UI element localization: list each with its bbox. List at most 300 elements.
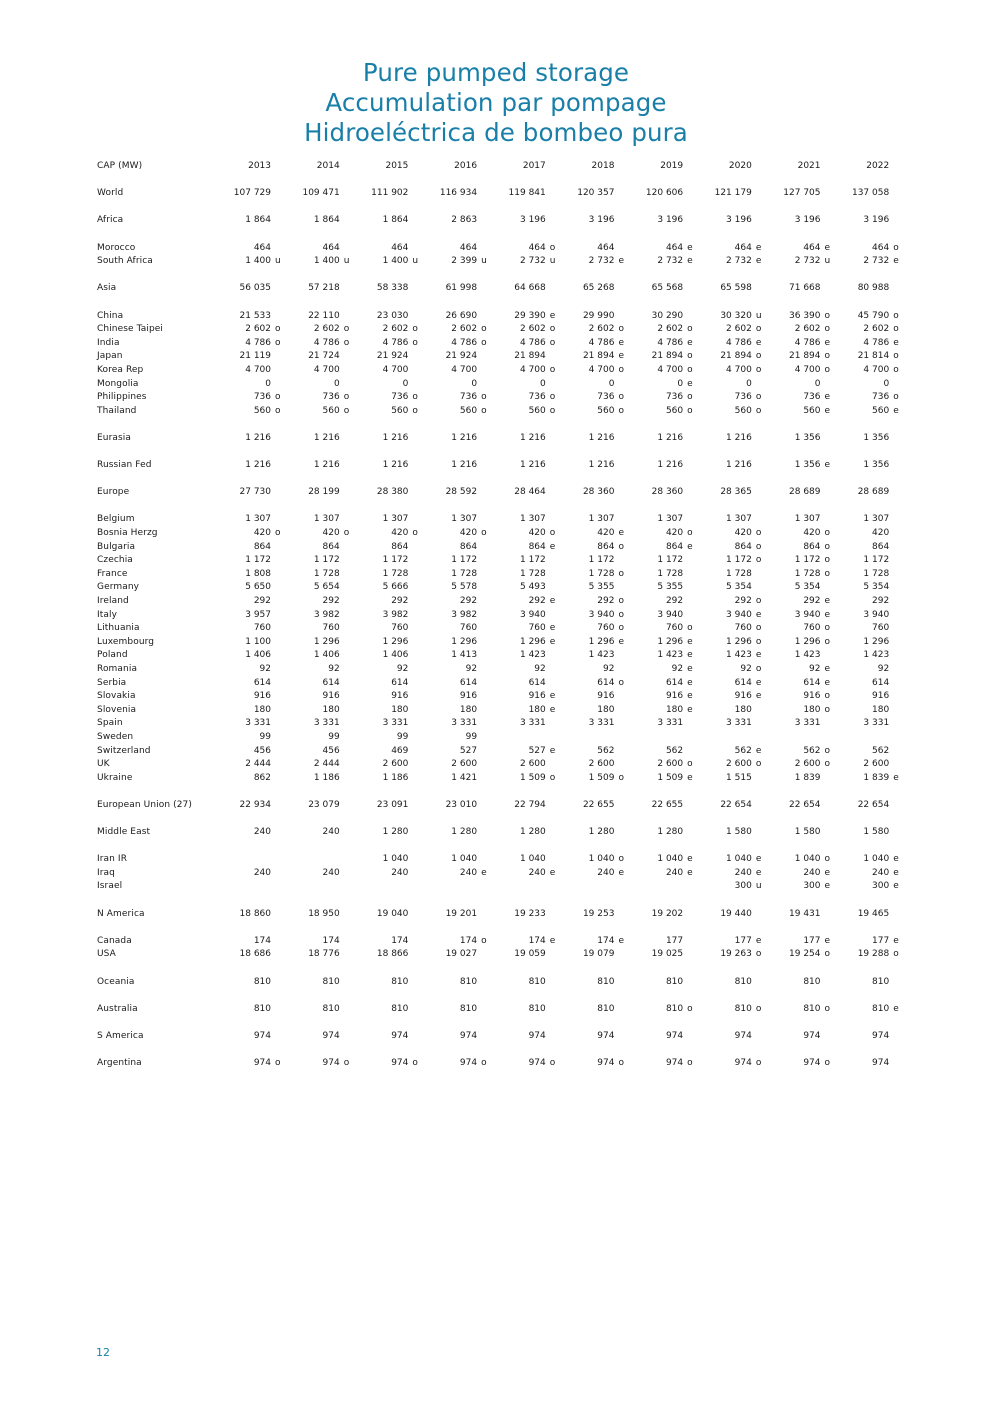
value-cell: 1 413 <box>451 650 478 661</box>
flag-cell: e <box>687 650 693 661</box>
flag-cell <box>614 948 633 962</box>
flag-cell: o <box>824 745 831 756</box>
value-cell: 2 600 <box>519 759 546 770</box>
value-cell: 174 <box>597 935 615 946</box>
table-row <box>97 677 908 691</box>
table-row <box>97 378 908 392</box>
value-cell: 4 786 <box>245 337 271 348</box>
flag-cell <box>546 432 565 446</box>
flag-cell <box>477 486 496 500</box>
flag-cell: o <box>755 663 762 674</box>
value-cell: 1 307 <box>382 514 409 525</box>
value-cell: 2 600 <box>382 759 409 770</box>
flag-cell <box>752 772 771 786</box>
flag-cell <box>477 704 496 718</box>
flag-cell <box>340 581 359 595</box>
flag-cell <box>546 799 565 813</box>
value-cell: 1 307 <box>519 514 546 525</box>
value-cell: 810 <box>803 1003 821 1014</box>
flag-cell <box>271 486 290 500</box>
page-number: 12 <box>96 1346 110 1359</box>
flag-cell <box>271 636 290 650</box>
flag-cell <box>614 1030 633 1044</box>
flag-cell <box>889 595 908 609</box>
flag-cell <box>477 745 496 759</box>
value-cell: 1 296 <box>657 636 684 647</box>
spacer-cell <box>97 840 221 854</box>
value-cell: 92 <box>396 663 409 674</box>
value-cell: 464 <box>665 242 684 253</box>
value-cell: 19 431 <box>789 908 821 919</box>
value-cell: 1 307 <box>451 514 478 525</box>
flag-cell <box>477 432 496 446</box>
flag-cell: o <box>755 596 762 606</box>
flag-cell <box>271 663 290 677</box>
value-cell: 916 <box>528 691 546 702</box>
flag-cell <box>683 554 702 568</box>
value-cell: 29 990 <box>582 310 615 321</box>
flag-cell <box>271 595 290 609</box>
flag-cell: u <box>755 310 762 321</box>
value-cell: 292 <box>734 596 752 606</box>
flag-cell <box>821 649 840 663</box>
value-cell: 974 <box>597 1031 615 1041</box>
value-cell: 1 400 <box>313 256 340 267</box>
flag-cell <box>477 595 496 609</box>
header-spacer <box>821 160 840 174</box>
table-row <box>97 622 908 636</box>
flag-cell <box>614 214 633 228</box>
flag-cell: o <box>687 1003 693 1014</box>
value-cell: 736 <box>597 392 615 403</box>
value-cell: 30 320 <box>720 310 752 321</box>
flag-cell <box>271 609 290 623</box>
flag-cell <box>408 282 427 296</box>
value-cell: 1 172 <box>726 555 752 566</box>
flag-cell <box>752 459 771 473</box>
flag-cell: e <box>618 636 624 647</box>
value-cell: 4 786 <box>382 337 409 348</box>
value-cell: 864 <box>734 541 752 552</box>
value-cell: 810 <box>253 976 271 987</box>
flag-cell <box>340 1003 359 1017</box>
header-row <box>97 160 908 174</box>
value-cell: 1 423 <box>794 650 821 661</box>
row-label: Italy <box>97 609 118 620</box>
flag-cell <box>477 649 496 663</box>
flag-cell <box>340 310 359 324</box>
value-cell: 614 <box>253 677 271 688</box>
value-cell: 810 <box>253 1003 271 1014</box>
row-label: Bulgaria <box>97 541 136 552</box>
flag-cell <box>752 581 771 595</box>
flag-cell <box>821 731 840 745</box>
value-cell <box>290 880 340 894</box>
flag-cell <box>408 717 427 731</box>
flag-cell <box>889 758 908 772</box>
value-cell: 1 216 <box>245 432 271 443</box>
row-label: Australia <box>97 1003 138 1014</box>
row-label: Oceania <box>97 976 135 987</box>
flag-cell <box>546 214 565 228</box>
flag-cell <box>889 541 908 555</box>
flag-cell: e <box>549 704 556 715</box>
value-cell: 4 786 <box>794 337 821 348</box>
spacer-cell <box>97 174 221 188</box>
flag-cell <box>271 976 290 990</box>
spacer-row <box>97 269 908 283</box>
flag-cell <box>408 935 427 949</box>
value-cell: 1 040 <box>794 854 821 865</box>
value-cell: 18 686 <box>239 949 271 960</box>
value-cell: 2 602 <box>657 324 684 335</box>
value-cell: 1 509 <box>657 772 684 783</box>
value-cell: 1 040 <box>588 854 615 865</box>
flag-cell: o <box>549 405 556 416</box>
flag-cell: o <box>824 555 831 566</box>
flag-cell <box>477 350 496 364</box>
value-cell: 1 864 <box>313 215 340 226</box>
flag-cell: o <box>481 324 487 335</box>
value-cell: 120 357 <box>577 188 615 199</box>
value-cell: 916 <box>253 691 271 702</box>
row-label: Eurasia <box>97 432 132 443</box>
table-row <box>97 432 908 446</box>
value-cell: 300 <box>872 881 890 892</box>
value-cell: 21 894 <box>514 351 546 362</box>
flag-cell <box>889 554 908 568</box>
flag-cell: o <box>687 364 693 375</box>
flag-cell: o <box>343 392 350 403</box>
value-cell: 240 <box>803 867 821 878</box>
value-cell: 2 600 <box>726 759 752 770</box>
value-cell: 916 <box>665 691 684 702</box>
value-cell: 614 <box>459 677 478 688</box>
value-cell: 240 <box>391 867 409 878</box>
value-cell: 240 <box>459 867 478 878</box>
header-spacer <box>340 160 359 174</box>
flag-cell <box>271 310 290 324</box>
value-cell: 2 602 <box>863 324 890 335</box>
value-cell: 1 515 <box>726 772 752 783</box>
value-cell: 23 079 <box>308 799 340 810</box>
value-cell: 1 400 <box>245 256 271 267</box>
flag-cell: o <box>755 949 762 960</box>
value-cell: 464 <box>528 242 546 253</box>
value-cell: 420 <box>872 528 890 539</box>
value-cell: 19 059 <box>514 949 546 960</box>
flag-cell: e <box>687 772 693 783</box>
flag-cell <box>889 282 908 296</box>
flag-cell: o <box>824 324 831 335</box>
flag-cell <box>889 677 908 691</box>
flag-cell: o <box>618 677 624 688</box>
flag-cell: o <box>618 364 624 375</box>
flag-cell <box>340 772 359 786</box>
value-cell: 810 <box>734 976 752 987</box>
value-cell: 28 689 <box>789 487 821 498</box>
value-cell: 1 296 <box>588 636 615 647</box>
value-cell: 0 <box>883 378 890 389</box>
spacer-row <box>97 989 908 1003</box>
value-cell: 3 331 <box>794 718 821 729</box>
value-cell: 99 <box>259 731 271 742</box>
spacer-cell <box>97 418 221 432</box>
flag-cell <box>340 609 359 623</box>
flag-cell <box>340 568 359 582</box>
flag-cell <box>821 799 840 813</box>
value-cell: 1 580 <box>794 827 821 838</box>
value-cell: 21 894 <box>582 351 615 362</box>
spacer-row <box>97 1016 908 1030</box>
flag-cell <box>683 214 702 228</box>
flag-cell: e <box>824 867 831 878</box>
value-cell: 916 <box>597 691 615 702</box>
flag-cell <box>546 486 565 500</box>
value-cell: 1 216 <box>588 460 615 471</box>
row-label: Asia <box>97 283 117 294</box>
flag-cell: o <box>893 310 899 321</box>
flag-cell <box>683 568 702 582</box>
value-cell: 28 360 <box>651 487 684 498</box>
flag-cell <box>614 799 633 813</box>
value-cell: 1 172 <box>519 555 546 566</box>
value-cell <box>358 880 408 894</box>
value-cell: 974 <box>322 1031 340 1041</box>
flag-cell: o <box>618 623 624 634</box>
flag-cell <box>889 609 908 623</box>
value-cell: 2 732 <box>588 256 615 267</box>
flag-cell: o <box>755 528 762 539</box>
flag-cell: o <box>755 364 762 375</box>
value-cell: 174 <box>253 935 271 946</box>
row-label: Morocco <box>97 242 136 253</box>
value-cell <box>564 731 614 745</box>
value-cell: 1 307 <box>657 514 684 525</box>
value-cell: 2 600 <box>863 759 890 770</box>
spacer-cell <box>97 962 221 976</box>
flag-cell <box>889 432 908 446</box>
flag-cell: o <box>412 528 418 539</box>
value-cell: 240 <box>322 827 340 838</box>
value-cell: 3 331 <box>313 718 340 729</box>
value-cell: 19 465 <box>857 908 890 919</box>
flag-cell <box>614 880 633 894</box>
flag-cell: o <box>824 949 831 960</box>
flag-cell <box>889 214 908 228</box>
value-cell: 810 <box>391 976 409 987</box>
value-cell: 180 <box>734 704 752 715</box>
flag-cell <box>752 432 771 446</box>
flag-cell: e <box>893 256 899 267</box>
value-cell: 180 <box>253 704 271 715</box>
value-cell: 1 296 <box>313 636 340 647</box>
table-row <box>97 568 908 582</box>
value-cell: 614 <box>734 677 752 688</box>
flag-cell <box>546 677 565 691</box>
flag-cell: e <box>755 609 762 620</box>
flag-cell: o <box>755 324 762 335</box>
value-cell: 23 091 <box>376 799 409 810</box>
value-cell: 2 732 <box>863 256 890 267</box>
flag-cell: e <box>755 650 762 661</box>
value-cell: 300 <box>734 881 752 892</box>
value-cell: 21 924 <box>445 351 478 362</box>
value-cell: 736 <box>872 392 890 403</box>
flag-cell <box>408 513 427 527</box>
row-label: Middle East <box>97 827 151 838</box>
flag-cell: u <box>755 881 762 892</box>
spacer-row <box>97 894 908 908</box>
flag-cell <box>546 609 565 623</box>
value-cell: 1 040 <box>519 854 546 865</box>
flag-cell: o <box>275 392 281 403</box>
flag-cell <box>340 214 359 228</box>
flag-cell <box>271 717 290 731</box>
flag-cell <box>408 908 427 922</box>
spacer-cell <box>97 813 221 827</box>
flag-cell <box>408 1003 427 1017</box>
flag-cell <box>340 717 359 731</box>
value-cell: 760 <box>528 623 546 634</box>
value-cell: 0 <box>402 378 409 389</box>
value-cell: 4 700 <box>382 364 409 375</box>
value-cell: 1 307 <box>245 514 271 525</box>
spacer-row <box>97 1044 908 1058</box>
flag-cell <box>821 486 840 500</box>
table-row <box>97 948 908 962</box>
value-cell <box>564 880 614 894</box>
value-cell: 19 040 <box>376 908 409 919</box>
value-cell: 1 216 <box>313 432 340 443</box>
flag-cell: o <box>893 351 899 362</box>
value-cell: 0 <box>333 378 340 389</box>
flag-cell: e <box>549 596 556 606</box>
flag-cell <box>821 976 840 990</box>
flag-cell <box>546 948 565 962</box>
value-cell: 1 307 <box>794 514 821 525</box>
flag-cell <box>546 908 565 922</box>
value-cell: 292 <box>528 596 546 606</box>
flag-cell: e <box>618 256 624 267</box>
flag-cell: e <box>687 691 693 702</box>
spacer-cell <box>97 894 221 908</box>
flag-cell: o <box>549 772 556 783</box>
value-cell: 864 <box>872 541 890 552</box>
value-cell: 240 <box>322 867 340 878</box>
flag-cell <box>546 880 565 894</box>
value-cell: 1 216 <box>382 460 409 471</box>
value-cell: 28 199 <box>308 487 340 498</box>
flag-cell <box>271 622 290 636</box>
flag-cell <box>546 758 565 772</box>
flag-cell <box>683 799 702 813</box>
value-cell: 864 <box>803 541 821 552</box>
flag-cell <box>614 758 633 772</box>
value-cell: 3 196 <box>519 215 546 226</box>
flag-cell: e <box>824 460 831 471</box>
flag-cell: o <box>618 405 624 416</box>
header-year: 2015 <box>385 161 409 171</box>
value-cell: 464 <box>391 242 409 253</box>
value-cell: 92 <box>465 663 478 674</box>
flag-cell <box>271 214 290 228</box>
row-label: S America <box>97 1031 144 1041</box>
flag-cell: u <box>824 256 831 267</box>
flag-cell <box>614 282 633 296</box>
row-label: France <box>97 568 128 579</box>
value-cell: 111 902 <box>371 188 409 199</box>
value-cell: 1 423 <box>726 650 752 661</box>
value-cell: 19 253 <box>582 908 615 919</box>
spacer-row <box>97 445 908 459</box>
table-row <box>97 636 908 650</box>
flag-cell: o <box>275 324 281 335</box>
value-cell: 5 650 <box>245 582 271 593</box>
value-cell: 3 982 <box>451 609 478 620</box>
flag-cell <box>683 880 702 894</box>
flag-cell: e <box>824 881 831 892</box>
flag-cell <box>821 214 840 228</box>
flag-cell <box>683 513 702 527</box>
value-cell: 22 110 <box>308 310 340 321</box>
table-row <box>97 935 908 949</box>
flag-cell: o <box>755 555 762 566</box>
value-cell: 736 <box>391 392 409 403</box>
value-cell: 760 <box>665 623 684 634</box>
value-cell: 120 606 <box>645 188 684 199</box>
value-cell: 92 <box>534 663 546 674</box>
flag-cell <box>271 568 290 582</box>
flag-cell: o <box>275 337 281 348</box>
value-cell: 1 728 <box>519 568 546 579</box>
flag-cell: e <box>549 623 556 634</box>
header-spacer <box>477 160 496 174</box>
value-cell: 2 600 <box>794 759 821 770</box>
flag-cell: o <box>618 609 624 620</box>
flag-cell <box>340 799 359 813</box>
value-cell: 4 700 <box>451 364 478 375</box>
table-row <box>97 486 908 500</box>
value-cell: 614 <box>528 677 546 688</box>
value-cell: 1 728 <box>313 568 340 579</box>
value-cell: 760 <box>459 623 478 634</box>
value-cell: 4 786 <box>726 337 752 348</box>
flag-cell: e <box>755 867 762 878</box>
value-cell: 1 728 <box>657 568 684 579</box>
flag-cell: o <box>824 351 831 362</box>
flag-cell: o <box>549 364 556 375</box>
flag-cell <box>614 826 633 840</box>
flag-cell <box>821 826 840 840</box>
value-cell: 974 <box>872 1058 890 1069</box>
value-cell: 137 058 <box>851 188 890 199</box>
value-cell: 19 079 <box>582 949 615 960</box>
flag-cell: e <box>755 337 762 348</box>
value-cell: 0 <box>814 378 821 389</box>
flag-cell <box>271 704 290 718</box>
flag-cell <box>271 581 290 595</box>
value-cell: 420 <box>528 528 546 539</box>
table-row <box>97 581 908 595</box>
flag-cell <box>408 378 427 392</box>
flag-cell: o <box>824 568 831 579</box>
flag-cell: e <box>824 663 831 674</box>
flag-cell: e <box>755 242 762 253</box>
flag-cell: o <box>618 324 624 335</box>
row-label: World <box>97 188 124 199</box>
value-cell: 2 602 <box>588 324 615 335</box>
